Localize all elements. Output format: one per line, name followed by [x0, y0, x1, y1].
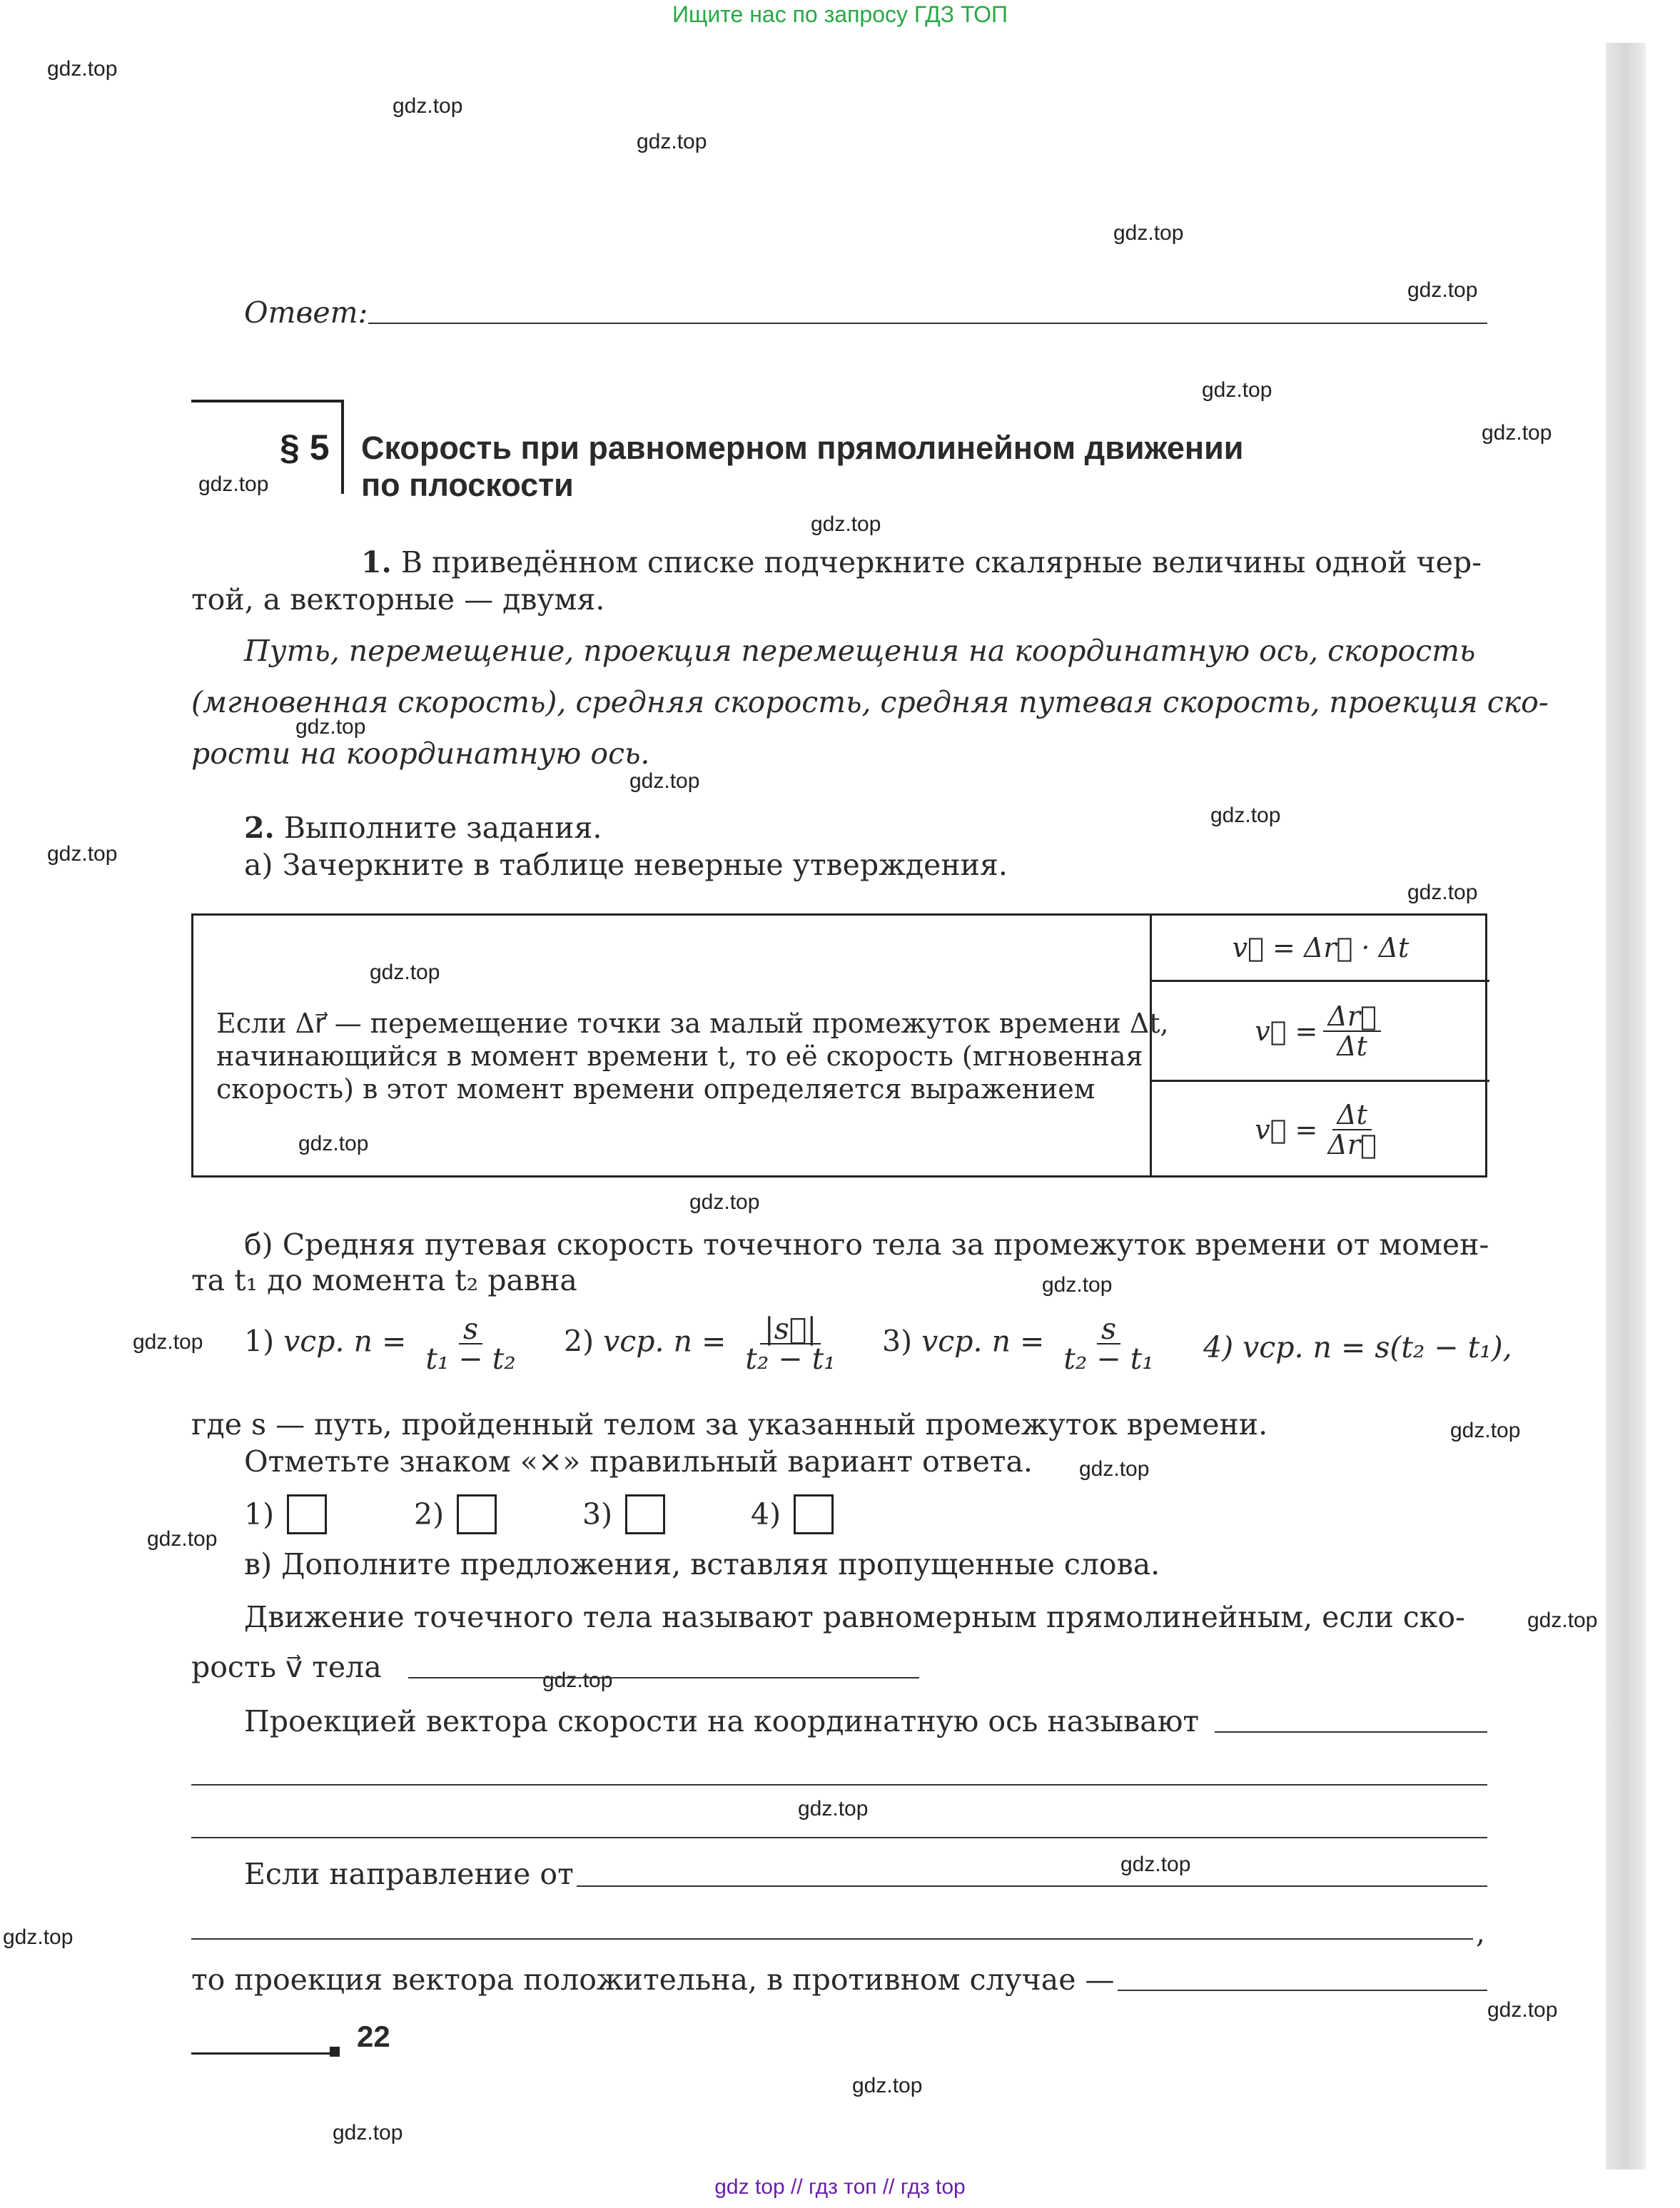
watermark: gdz.top — [1042, 1273, 1113, 1297]
watermark: gdz.top — [147, 1527, 218, 1551]
answer-checkbox-1[interactable] — [287, 1494, 327, 1534]
checkbox-label-2: 2) — [414, 1497, 445, 1531]
watermark: gdz.top — [1113, 221, 1184, 245]
statements-table — [191, 913, 1487, 1178]
watermark: gdz.top — [1202, 378, 1272, 402]
fill-blank-1[interactable] — [408, 1677, 919, 1678]
answer-checkbox-3[interactable] — [625, 1494, 665, 1534]
watermark: gdz.top — [1527, 1609, 1598, 1632]
page-number-rule — [191, 2052, 334, 2055]
watermark: gdz.top — [370, 961, 440, 984]
watermark: gdz.top — [1450, 1419, 1521, 1442]
task2-a: а) Зачеркните в таблице неверные утверждения. — [244, 848, 1008, 882]
bottom-banner: gdz top // гдз топ // гдз top — [714, 2175, 966, 2199]
sentence-2: Проекцией вектора скорости на координатную ось называют — [244, 1704, 1200, 1738]
task1-list-line1: Путь, перемещение, проекция перемещения на координатную ось, скорость — [244, 634, 1476, 668]
fill-blank-2[interactable] — [1215, 1731, 1487, 1733]
task2-c: в) Дополните предложения, вставляя пропущенные слова. — [244, 1547, 1160, 1581]
watermark: gdz.top — [798, 1797, 869, 1820]
task1-list-line3: рости на координатную ось. — [191, 736, 650, 771]
watermark: gdz.top — [47, 842, 118, 866]
fill-blank-3b[interactable] — [191, 1938, 1473, 1940]
watermark: gdz.top — [542, 1668, 613, 1692]
watermark: gdz.top — [637, 130, 707, 153]
watermark: gdz.top — [1487, 1998, 1558, 2022]
watermark: gdz.top — [1482, 421, 1552, 445]
watermark: gdz.top — [198, 472, 269, 496]
formula-option-2: 2) vср. п = $\frac{|s⃗|}{\text{t₂ − t₁}}$ — [564, 1312, 836, 1376]
table-option-3[interactable]: v⃗ = $\frac{\Delta t}{\Delta r⃗}$ — [1255, 1099, 1377, 1160]
fill-blank-2b[interactable] — [191, 1784, 1487, 1786]
formula-option-4: 4) vср. п = s(t₂ − t₁), — [1203, 1330, 1512, 1364]
watermark: gdz.top — [393, 94, 463, 118]
watermark: gdz.top — [1079, 1457, 1150, 1481]
checkbox-label-4: 4) — [751, 1497, 781, 1531]
watermark: gdz.top — [298, 1132, 369, 1155]
top-banner: Ищите нас по запросу ГДЗ ТОП — [672, 1, 1008, 27]
table-statement: Если Δr⃗ — перемещение точки за малый промежуток времени Δt, начинающийся в момент времени t, то её скорость (мгновенная скорость) в этот момент времени определяется выражением — [216, 1008, 1169, 1105]
section-title: Скорость при равномерном прямолинейном движении по плоскости — [361, 430, 1244, 503]
watermark: gdz.top — [1120, 1853, 1191, 1876]
task1-line2: той, а векторные — двумя. — [191, 582, 605, 617]
answer-label: Ответ: — [244, 295, 368, 330]
watermark: gdz.top — [133, 1330, 203, 1354]
fill-blank-3[interactable] — [577, 1885, 1487, 1887]
watermark: gdz.top — [689, 1190, 760, 1214]
task2-mark: Отметьте знаком «×» правильный вариант ответа. — [244, 1444, 1033, 1479]
task2-b-line1: б) Средняя путевая скорость точечного тела за промежуток времени от момен- — [244, 1227, 1489, 1262]
watermark: gdz.top — [333, 2121, 403, 2144]
task1-list-line2: (мгновенная скорость), средняя скорость, средняя путевая скорость, проекция ско- — [191, 685, 1549, 719]
checkbox-label-1: 1) — [244, 1497, 275, 1531]
formula-option-1: 1) vср. п = $\frac{s}{\text{t₁ − t₂}}$ — [244, 1312, 516, 1376]
watermark: gdz.top — [3, 1925, 74, 1949]
checkbox-label-3: 3) — [582, 1497, 613, 1531]
comma: , — [1476, 1915, 1486, 1950]
sentence-4: то проекция вектора положительна, в противном случае — — [191, 1963, 1115, 1997]
watermark: gdz.top — [811, 512, 881, 536]
task2-b-line2: та t₁ до момента t₂ равна — [191, 1263, 577, 1297]
table-option-2[interactable]: v⃗ = $\frac{\Delta r⃗}{\Delta t}$ — [1152, 982, 1489, 1080]
watermark: gdz.top — [295, 715, 366, 739]
watermark: gdz.top — [1210, 804, 1281, 827]
scan-edge-shadow — [1606, 43, 1646, 2169]
fill-blank-4[interactable] — [1118, 1990, 1487, 1991]
page-number-marker — [330, 2047, 340, 2057]
watermark: gdz.top — [47, 57, 118, 81]
task2-heading: 2. Выполните задания. — [244, 811, 602, 845]
answer-line[interactable] — [368, 323, 1487, 324]
watermark: gdz.top — [1407, 881, 1478, 904]
watermark: gdz.top — [1407, 278, 1478, 302]
page-number: 22 — [357, 2020, 390, 2053]
answer-checkbox-4[interactable] — [794, 1494, 834, 1534]
task2-where: где s — путь, пройденный телом за указанный промежуток времени. — [191, 1407, 1268, 1442]
sentence-1-line2: рость v⃗ тела — [191, 1650, 382, 1684]
sentence-3: Если направление от — [244, 1857, 574, 1891]
watermark: gdz.top — [852, 2074, 923, 2097]
fill-blank-2c[interactable] — [191, 1837, 1487, 1838]
sentence-1-line1: Движение точечного тела называют равномерным прямолинейным, если ско- — [244, 1600, 1465, 1634]
answer-checkbox-2[interactable] — [457, 1494, 497, 1534]
formula-option-3: 3) vср. п = $\frac{s}{\text{t₂ − t₁}}$ — [882, 1312, 1154, 1376]
table-option-1[interactable]: v⃗ = Δr⃗ · Δt — [1232, 932, 1410, 963]
watermark: gdz.top — [629, 769, 700, 793]
task1-line1: 1. В приведённом списке подчеркните скалярные величины одной чер- — [361, 545, 1482, 579]
section-number: § 5 — [280, 427, 330, 467]
